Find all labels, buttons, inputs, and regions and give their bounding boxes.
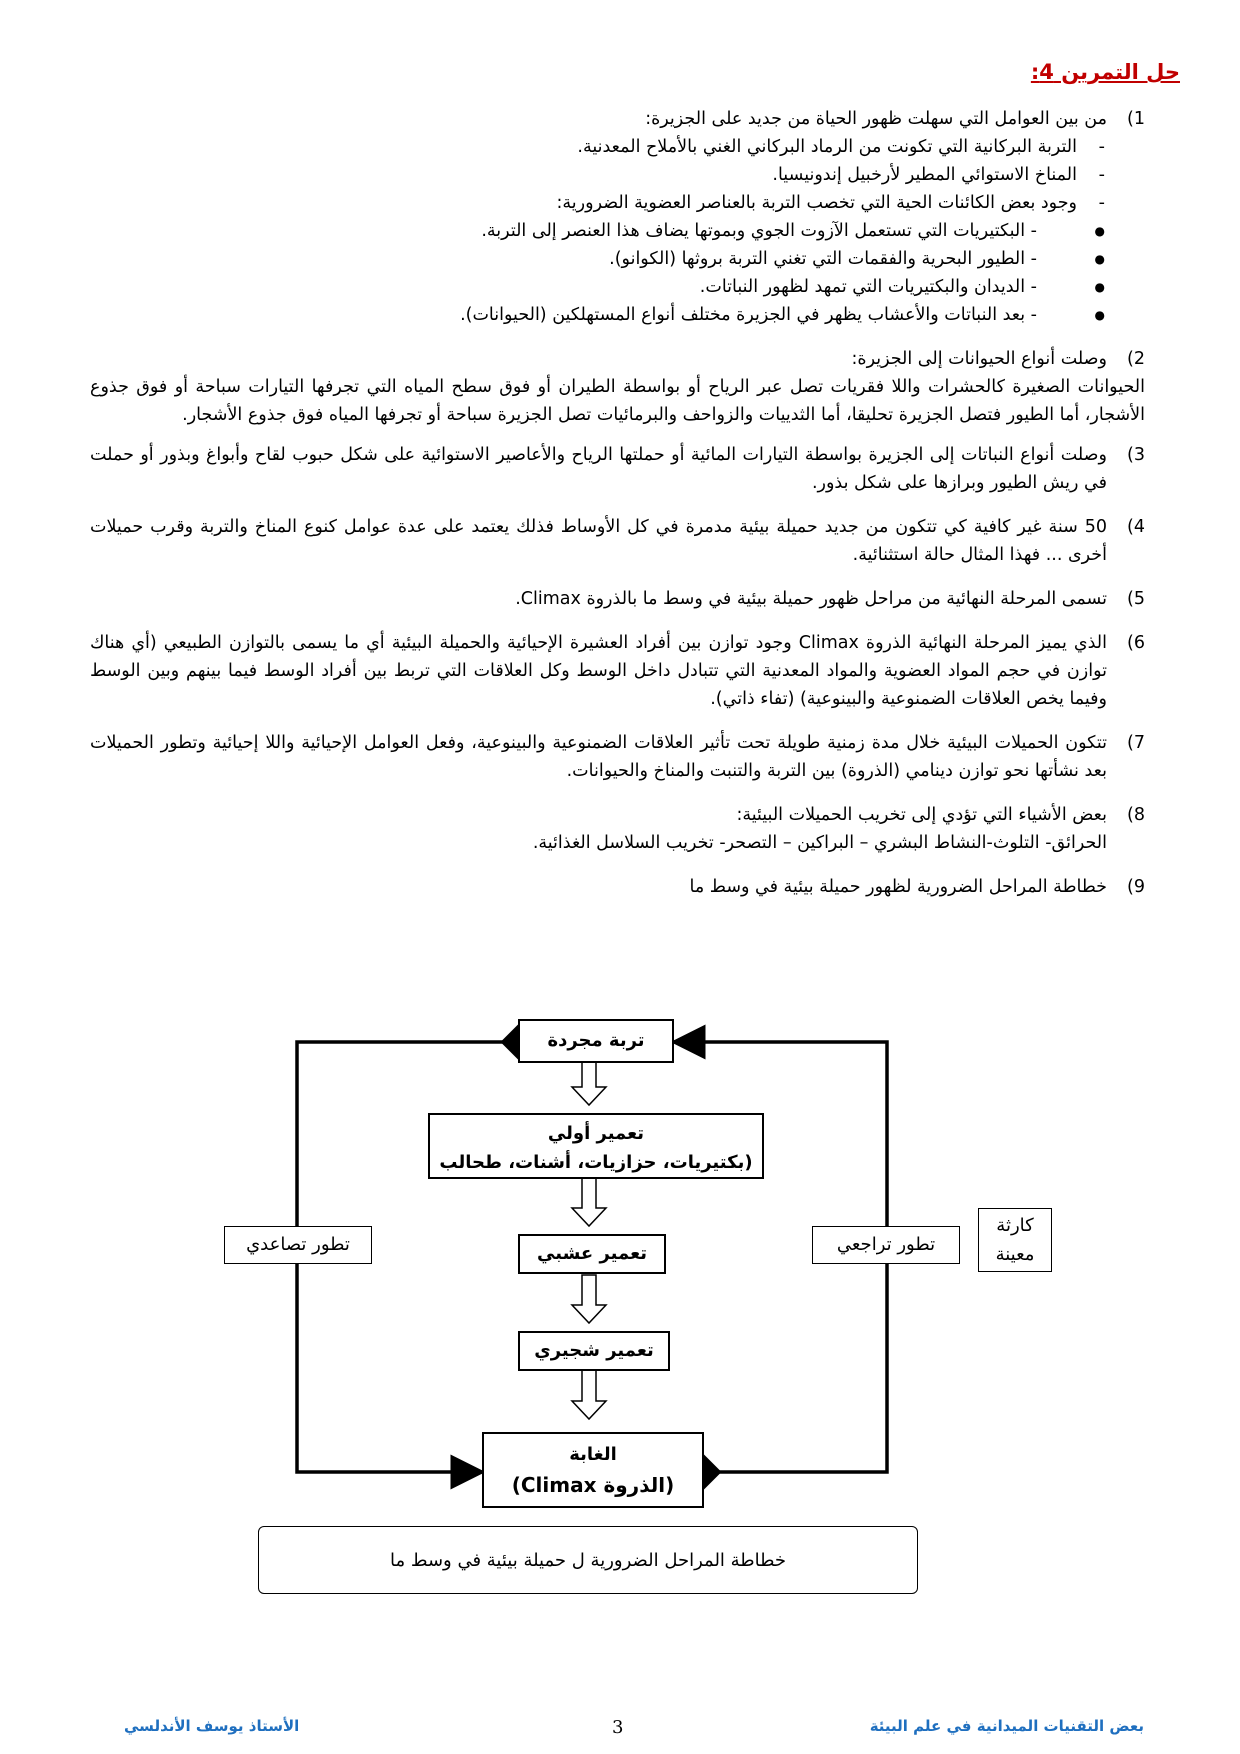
- down-arrow-icon: [572, 1369, 606, 1419]
- answer-number: 2): [1127, 349, 1145, 369]
- answer-text: خطاطة المراحل الضرورية لظهور حميلة بيئية في وسط ما: [689, 877, 1107, 897]
- herb-colonization-box: [518, 1234, 666, 1274]
- catastrophe-box: [978, 1208, 1052, 1272]
- forest-label: الغابة: [569, 1444, 617, 1465]
- climax-label: (الذروة Climax): [511, 1473, 675, 1497]
- list-item: ● - الديدان والبكتيريات التي تمهد لظهور النباتات.: [90, 273, 1037, 301]
- diagram-caption-text: خطاطة المراحل الضرورية ل حميلة بيئية في وسط ما: [390, 1549, 786, 1571]
- answer-number: 5): [1127, 589, 1145, 609]
- regressive-evolution-label: تطور تراجعي: [836, 1234, 936, 1255]
- answer-text-line2: الحرائق- التلوث-النشاط البشري – البراكين – التصحر- تخريب السلاسل الغذائية.: [532, 833, 1107, 853]
- primary-colonization-detail: (بكتيريات، حزازيات، أشنات، طحالب: [439, 1152, 753, 1173]
- list-item: - المناخ الاستوائي المطير لأرخبيل إندونيسيا.: [90, 161, 1077, 189]
- forest-climax-box: [482, 1432, 704, 1508]
- list-item: ● - بعد النباتات والأعشاب يظهر في الجزيرة مختلف أنواع المستهلكين (الحيوانات).: [90, 301, 1037, 329]
- answer-text: تسمى المرحلة النهائية من مراحل ظهور حميلة بيئية في وسط ما بالذروة Climax.: [515, 589, 1107, 609]
- answer-text: وصلت أنواع الحيوانات إلى الجزيرة:: [851, 349, 1107, 369]
- answer-text: بعض الأشياء التي تؤدي إلى تخريب الحميلات البيئية:: [736, 805, 1107, 825]
- down-arrow-icon: [572, 1178, 606, 1226]
- answer-number: 8): [1127, 805, 1145, 825]
- list-item: - التربة البركانية التي تكونت من الرماد البركاني الغني بالأملاح المعدنية.: [90, 133, 1077, 161]
- answer-number: 3): [1127, 445, 1145, 465]
- catastrophe-label-line2: معينة: [995, 1244, 1035, 1265]
- diagram-caption: [258, 1526, 918, 1594]
- answer-number: 4): [1127, 517, 1145, 537]
- catastrophe-label-line1: كارثة: [996, 1215, 1034, 1236]
- answer-number: 7): [1127, 733, 1145, 753]
- footer-author: الأستاذ يوسف الأندلسي: [124, 1717, 300, 1735]
- list-item: ● - البكتيريات التي تستعمل الآزوت الجوي وبموتها يضاف هذا العنصر إلى التربة.: [90, 217, 1037, 245]
- bare-soil-label: تربة مجردة: [547, 1030, 645, 1051]
- footer-course-title: بعض التقنيات الميدانية في علم البيئة: [869, 1717, 1144, 1735]
- regressive-evolution-box: [812, 1226, 960, 1264]
- bare-soil-box: [518, 1019, 674, 1063]
- down-arrow-icon: [572, 1275, 606, 1323]
- exercise-heading: حل التمرين 4:: [1030, 60, 1180, 84]
- answer-text: 50 سنة غير كافية كي تتكون من جديد حميلة بيئية مدمرة في كل الأوساط فذلك يعتمد على عدة عوامل كنوع المناخ والتربة وقرب حميلات أخرى ... فهذا المثال حالة استثنائية.: [90, 517, 1107, 565]
- answer-text: تتكون الحميلات البيئية خلال مدة زمنية طويلة تحت تأثير العلاقات الضمنوعية والبينوعية، وفعل العوامل الإحيائية واللا إحيائية وتطور الحميلات بعد نشأتها نحو توازن دينامي (الذروة) بين التربة والتنبت والمناخ والحيوانات.: [90, 733, 1107, 781]
- tree-colonization-box: [518, 1331, 670, 1371]
- list-item: - وجود بعض الكائنات الحية التي تخصب التربة بالعناصر العضوية الضرورية:: [90, 189, 1077, 217]
- herb-colonization-label: تعمير عشبي: [537, 1243, 647, 1264]
- primary-colonization-box: [428, 1113, 764, 1179]
- down-arrow-icon: [572, 1057, 606, 1105]
- progressive-evolution-box: [224, 1226, 372, 1264]
- footer-page-number: 3: [612, 1717, 624, 1738]
- answer-text: الذي يميز المرحلة النهائية الذروة Climax وجود توازن بين أفراد العشيرة الإحيائية والحميلة البيئية أي ما يسمى بالتوازن الطبيعي (أي هناك توازن في حجم المواد العضوية والمواد المعدنية التي تتبادل داخل الوسط وكل العلاقات التي تربط بين أفراد الوسط فيما بينهم وبين الوسط وفيما يخص العلاقات الضمنوعية والبينوعية) (تفاء ذاتي).: [90, 633, 1107, 709]
- answer-number: 9): [1127, 877, 1145, 897]
- progressive-evolution-label: تطور تصاعدي: [246, 1234, 350, 1255]
- answer-number: 6): [1127, 633, 1145, 653]
- answer-paragraph: الحيوانات الصغيرة كالحشرات واللا فقريات تصل عبر الرياح أو بواسطة الطيران أو فوق سطح المياه التي تجرفها التيارات سباحة أو فوق جذوع الأشجار، أما الطيور فتصل الجزيرة تحليقا، أما الثدييات والزواحف والبرمائيات تصل الجزيرة سباحة أو تجرفها المياه فوق جذوع الأشجار.: [90, 377, 1145, 425]
- primary-colonization-title: تعمير أولي: [547, 1123, 645, 1144]
- list-item: ● - الطيور البحرية والفقمات التي تغني التربة بروثها (الكوانو).: [90, 245, 1037, 273]
- answer-text: من بين العوامل التي سهلت ظهور الحياة من جديد على الجزيرة:: [645, 109, 1107, 129]
- answer-text: وصلت أنواع النباتات إلى الجزيرة بواسطة التيارات المائية أو حملتها الرياح والأعاصير الاستوائية على شكل حبوب لقاح وأبواغ وبذور أو حملت في ريش الطيور وبرازها على شكل بذور.: [90, 445, 1107, 493]
- tree-colonization-label: تعمير شجيري: [534, 1340, 654, 1361]
- answer-number: 1): [1127, 109, 1145, 129]
